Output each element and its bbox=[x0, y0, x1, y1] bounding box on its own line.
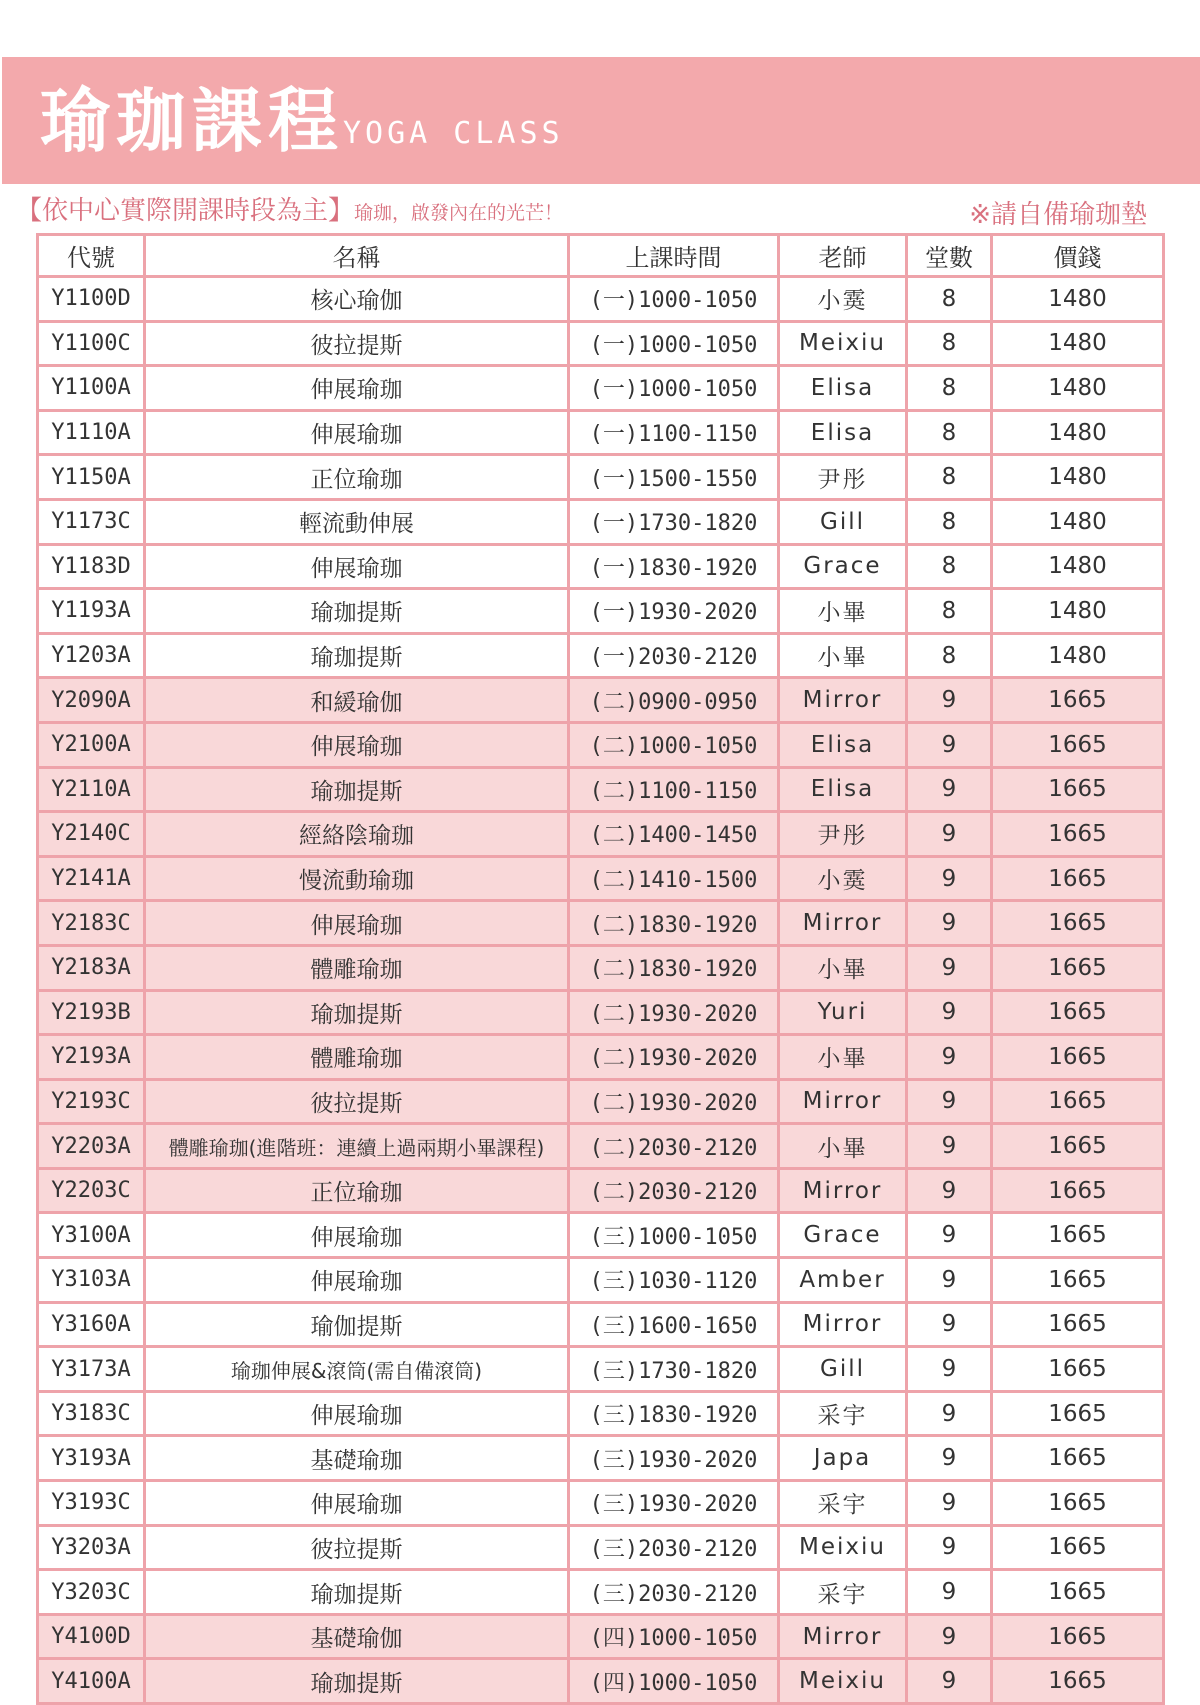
cell-name: 經絡陰瑜珈 bbox=[145, 812, 569, 857]
cell-time: (一)1830-1920 bbox=[569, 544, 779, 589]
cell-name: 正位瑜珈 bbox=[145, 1168, 569, 1213]
cell-code: Y3173A bbox=[38, 1347, 145, 1392]
table-row bbox=[38, 812, 1164, 857]
cell-teacher: Grace bbox=[779, 1213, 907, 1258]
cell-teacher: Meixiu bbox=[779, 321, 907, 366]
cell-name: 瑜珈伸展&滾筒(需自備滾筒) bbox=[145, 1347, 569, 1392]
cell-time: (三)2030-2120 bbox=[569, 1525, 779, 1570]
cell-time: (二)1830-1920 bbox=[569, 901, 779, 946]
cell-sessions: 8 bbox=[907, 589, 992, 634]
table-row bbox=[38, 856, 1164, 901]
cell-sessions: 8 bbox=[907, 321, 992, 366]
cell-price: 1665 bbox=[992, 1258, 1164, 1303]
cell-sessions: 9 bbox=[907, 722, 992, 767]
header-name: 名稱 bbox=[145, 235, 569, 277]
cell-code: Y1100D bbox=[38, 277, 145, 322]
cell-time: (二)0900-0950 bbox=[569, 678, 779, 723]
cell-name: 體雕瑜珈 bbox=[145, 1035, 569, 1080]
cell-code: Y3193A bbox=[38, 1436, 145, 1481]
cell-price: 1665 bbox=[992, 678, 1164, 723]
cell-time: (二)1410-1500 bbox=[569, 856, 779, 901]
cell-code: Y3100A bbox=[38, 1213, 145, 1258]
cell-code: Y2183A bbox=[38, 945, 145, 990]
header-sessions: 堂數 bbox=[907, 235, 992, 277]
cell-teacher: Gill bbox=[779, 1347, 907, 1392]
cell-teacher: 采宇 bbox=[779, 1481, 907, 1526]
table-row bbox=[38, 1079, 1164, 1124]
cell-sessions: 9 bbox=[907, 1124, 992, 1169]
table-header-row bbox=[38, 235, 1164, 277]
cell-name: 瑜珈提斯 bbox=[145, 767, 569, 812]
cell-price: 1665 bbox=[992, 1213, 1164, 1258]
cell-teacher: Elisa bbox=[779, 366, 907, 411]
cell-sessions: 8 bbox=[907, 455, 992, 500]
cell-teacher: Mirror bbox=[779, 1614, 907, 1659]
cell-time: (二)1830-1920 bbox=[569, 945, 779, 990]
cell-code: Y2193C bbox=[38, 1079, 145, 1124]
page-title: 瑜珈課程 bbox=[40, 80, 344, 162]
cell-price: 1480 bbox=[992, 499, 1164, 544]
cell-name: 瑜珈提斯 bbox=[145, 990, 569, 1035]
cell-teacher: Mirror bbox=[779, 1168, 907, 1213]
cell-price: 1480 bbox=[992, 455, 1164, 500]
mat-notice: ※請自備瑜珈墊 bbox=[969, 200, 1147, 230]
cell-sessions: 9 bbox=[907, 678, 992, 723]
cell-name: 伸展瑜珈 bbox=[145, 544, 569, 589]
cell-sessions: 8 bbox=[907, 277, 992, 322]
table-row bbox=[38, 1302, 1164, 1347]
cell-sessions: 9 bbox=[907, 1035, 992, 1080]
cell-price: 1480 bbox=[992, 410, 1164, 455]
cell-sessions: 8 bbox=[907, 366, 992, 411]
cell-code: Y1100A bbox=[38, 366, 145, 411]
cell-code: Y2193B bbox=[38, 990, 145, 1035]
cell-time: (二)2030-2120 bbox=[569, 1124, 779, 1169]
cell-price: 1665 bbox=[992, 722, 1164, 767]
cell-code: Y2203C bbox=[38, 1168, 145, 1213]
table-row bbox=[38, 945, 1164, 990]
cell-code: Y4100A bbox=[38, 1659, 145, 1704]
cell-code: Y1183D bbox=[38, 544, 145, 589]
cell-name: 基礎瑜伽 bbox=[145, 1614, 569, 1659]
cell-name: 體雕瑜珈 bbox=[145, 945, 569, 990]
table-row bbox=[38, 1570, 1164, 1615]
cell-name: 瑜伽提斯 bbox=[145, 1302, 569, 1347]
table-row bbox=[38, 678, 1164, 723]
cell-name: 伸展瑜珈 bbox=[145, 1258, 569, 1303]
cell-name: 伸展瑜珈 bbox=[145, 901, 569, 946]
cell-price: 1665 bbox=[992, 1570, 1164, 1615]
cell-teacher: 小畢 bbox=[779, 1124, 907, 1169]
cell-time: (一)1000-1050 bbox=[569, 366, 779, 411]
cell-time: (一)1000-1050 bbox=[569, 277, 779, 322]
cell-sessions: 9 bbox=[907, 990, 992, 1035]
cell-sessions: 9 bbox=[907, 767, 992, 812]
cell-teacher: Mirror bbox=[779, 901, 907, 946]
cell-time: (一)1500-1550 bbox=[569, 455, 779, 500]
cell-price: 1665 bbox=[992, 945, 1164, 990]
cell-name: 輕流動伸展 bbox=[145, 499, 569, 544]
cell-name: 伸展瑜珈 bbox=[145, 366, 569, 411]
cell-sessions: 9 bbox=[907, 812, 992, 857]
cell-time: (二)1930-2020 bbox=[569, 1035, 779, 1080]
table-row bbox=[38, 277, 1164, 322]
table-row bbox=[38, 1436, 1164, 1481]
cell-price: 1665 bbox=[992, 1659, 1164, 1704]
cell-teacher: 尹彤 bbox=[779, 812, 907, 857]
cell-price: 1665 bbox=[992, 1168, 1164, 1213]
table-row bbox=[38, 633, 1164, 678]
table-row bbox=[38, 1168, 1164, 1213]
cell-sessions: 9 bbox=[907, 1525, 992, 1570]
cell-teacher: Meixiu bbox=[779, 1525, 907, 1570]
cell-name: 伸展瑜珈 bbox=[145, 1391, 569, 1436]
cell-teacher: 小霙 bbox=[779, 856, 907, 901]
cell-sessions: 9 bbox=[907, 1436, 992, 1481]
table-row bbox=[38, 499, 1164, 544]
cell-price: 1480 bbox=[992, 321, 1164, 366]
table-row bbox=[38, 1258, 1164, 1303]
cell-time: (一)1100-1150 bbox=[569, 410, 779, 455]
table-row bbox=[38, 767, 1164, 812]
notice-main: 【依中心實際開課時段為主】 bbox=[16, 196, 355, 226]
cell-time: (三)1600-1650 bbox=[569, 1302, 779, 1347]
cell-price: 1665 bbox=[992, 1302, 1164, 1347]
cell-teacher: Elisa bbox=[779, 410, 907, 455]
cell-name: 和緩瑜伽 bbox=[145, 678, 569, 723]
cell-sessions: 8 bbox=[907, 499, 992, 544]
cell-code: Y3183C bbox=[38, 1391, 145, 1436]
table-row bbox=[38, 1614, 1164, 1659]
cell-price: 1665 bbox=[992, 1525, 1164, 1570]
cell-time: (三)1930-2020 bbox=[569, 1481, 779, 1526]
table-row bbox=[38, 1481, 1164, 1526]
cell-teacher: Mirror bbox=[779, 1302, 907, 1347]
cell-code: Y1150A bbox=[38, 455, 145, 500]
cell-price: 1665 bbox=[992, 812, 1164, 857]
cell-time: (四)1000-1050 bbox=[569, 1659, 779, 1704]
header-code: 代號 bbox=[38, 235, 145, 277]
cell-time: (三)1930-2020 bbox=[569, 1436, 779, 1481]
cell-time: (四)1000-1050 bbox=[569, 1614, 779, 1659]
cell-code: Y2193A bbox=[38, 1035, 145, 1080]
cell-teacher: Amber bbox=[779, 1258, 907, 1303]
cell-time: (二)1000-1050 bbox=[569, 722, 779, 767]
cell-price: 1665 bbox=[992, 856, 1164, 901]
cell-time: (三)1830-1920 bbox=[569, 1391, 779, 1436]
cell-teacher: 采宇 bbox=[779, 1570, 907, 1615]
cell-teacher: Japa bbox=[779, 1436, 907, 1481]
cell-name: 慢流動瑜珈 bbox=[145, 856, 569, 901]
cell-code: Y2110A bbox=[38, 767, 145, 812]
cell-price: 1480 bbox=[992, 544, 1164, 589]
cell-price: 1665 bbox=[992, 1124, 1164, 1169]
cell-name: 瑜珈提斯 bbox=[145, 1570, 569, 1615]
cell-code: Y1110A bbox=[38, 410, 145, 455]
cell-teacher: 小畢 bbox=[779, 1035, 907, 1080]
cell-time: (二)2030-2120 bbox=[569, 1168, 779, 1213]
table-row bbox=[38, 1525, 1164, 1570]
cell-price: 1480 bbox=[992, 633, 1164, 678]
cell-time: (二)1100-1150 bbox=[569, 767, 779, 812]
cell-price: 1480 bbox=[992, 589, 1164, 634]
cell-teacher: Gill bbox=[779, 499, 907, 544]
cell-teacher: Elisa bbox=[779, 767, 907, 812]
cell-name: 瑜珈提斯 bbox=[145, 633, 569, 678]
cell-teacher: Mirror bbox=[779, 678, 907, 723]
cell-sessions: 9 bbox=[907, 1391, 992, 1436]
cell-time: (二)1400-1450 bbox=[569, 812, 779, 857]
cell-code: Y3193C bbox=[38, 1481, 145, 1526]
table-row bbox=[38, 366, 1164, 411]
page-subtitle: YOGA CLASS bbox=[343, 116, 564, 151]
cell-sessions: 9 bbox=[907, 1168, 992, 1213]
cell-price: 1480 bbox=[992, 277, 1164, 322]
cell-price: 1665 bbox=[992, 901, 1164, 946]
cell-name: 伸展瑜珈 bbox=[145, 410, 569, 455]
header-teacher: 老師 bbox=[779, 235, 907, 277]
cell-name: 基礎瑜珈 bbox=[145, 1436, 569, 1481]
cell-teacher: Meixiu bbox=[779, 1659, 907, 1704]
cell-time: (二)1930-2020 bbox=[569, 1079, 779, 1124]
cell-code: Y1173C bbox=[38, 499, 145, 544]
cell-price: 1665 bbox=[992, 1614, 1164, 1659]
cell-name: 核心瑜伽 bbox=[145, 277, 569, 322]
cell-code: Y2203A bbox=[38, 1124, 145, 1169]
cell-code: Y3160A bbox=[38, 1302, 145, 1347]
cell-name: 伸展瑜珈 bbox=[145, 1213, 569, 1258]
schedule-notice bbox=[16, 193, 563, 232]
cell-name: 瑜珈提斯 bbox=[145, 589, 569, 634]
cell-time: (三)1000-1050 bbox=[569, 1213, 779, 1258]
cell-time: (二)1930-2020 bbox=[569, 990, 779, 1035]
cell-sessions: 9 bbox=[907, 1347, 992, 1392]
table-row bbox=[38, 990, 1164, 1035]
cell-teacher: 小畢 bbox=[779, 589, 907, 634]
cell-time: (一)1930-2020 bbox=[569, 589, 779, 634]
table-row bbox=[38, 1347, 1164, 1392]
cell-code: Y2090A bbox=[38, 678, 145, 723]
cell-price: 1665 bbox=[992, 1391, 1164, 1436]
cell-sessions: 9 bbox=[907, 856, 992, 901]
table-row bbox=[38, 1035, 1164, 1080]
cell-name: 伸展瑜珈 bbox=[145, 1481, 569, 1526]
cell-teacher: Yuri bbox=[779, 990, 907, 1035]
cell-time: (三)1730-1820 bbox=[569, 1347, 779, 1392]
cell-sessions: 9 bbox=[907, 945, 992, 990]
cell-sessions: 9 bbox=[907, 1614, 992, 1659]
cell-sessions: 9 bbox=[907, 1481, 992, 1526]
cell-price: 1665 bbox=[992, 767, 1164, 812]
table-row bbox=[38, 722, 1164, 767]
cell-code: Y2140C bbox=[38, 812, 145, 857]
class-schedule-table bbox=[36, 233, 1165, 1705]
cell-name: 瑜珈提斯 bbox=[145, 1659, 569, 1704]
header-time: 上課時間 bbox=[569, 235, 779, 277]
cell-name: 體雕瑜珈(進階班：連續上過兩期小畢課程) bbox=[145, 1124, 569, 1169]
cell-sessions: 9 bbox=[907, 1258, 992, 1303]
cell-code: Y4100D bbox=[38, 1614, 145, 1659]
table-row bbox=[38, 321, 1164, 366]
cell-name: 伸展瑜珈 bbox=[145, 722, 569, 767]
cell-time: (一)1730-1820 bbox=[569, 499, 779, 544]
cell-sessions: 9 bbox=[907, 1659, 992, 1704]
cell-teacher: 小霙 bbox=[779, 277, 907, 322]
cell-time: (三)1030-1120 bbox=[569, 1258, 779, 1303]
cell-price: 1665 bbox=[992, 1079, 1164, 1124]
cell-teacher: Mirror bbox=[779, 1079, 907, 1124]
notice-slogan: 瑜珈，啟發內在的光芒！ bbox=[354, 202, 564, 224]
cell-sessions: 8 bbox=[907, 544, 992, 589]
cell-sessions: 9 bbox=[907, 1570, 992, 1615]
cell-sessions: 9 bbox=[907, 1079, 992, 1124]
table-row bbox=[38, 544, 1164, 589]
cell-code: Y3203A bbox=[38, 1525, 145, 1570]
cell-code: Y3203C bbox=[38, 1570, 145, 1615]
cell-price: 1665 bbox=[992, 1436, 1164, 1481]
cell-name: 彼拉提斯 bbox=[145, 1079, 569, 1124]
header-price: 價錢 bbox=[992, 235, 1164, 277]
cell-time: (一)1000-1050 bbox=[569, 321, 779, 366]
table-row bbox=[38, 1213, 1164, 1258]
cell-teacher: Grace bbox=[779, 544, 907, 589]
cell-code: Y1193A bbox=[38, 589, 145, 634]
cell-time: (一)2030-2120 bbox=[569, 633, 779, 678]
cell-code: Y1100C bbox=[38, 321, 145, 366]
cell-teacher: 小畢 bbox=[779, 633, 907, 678]
table-row bbox=[38, 455, 1164, 500]
cell-sessions: 8 bbox=[907, 633, 992, 678]
cell-name: 彼拉提斯 bbox=[145, 1525, 569, 1570]
cell-teacher: Elisa bbox=[779, 722, 907, 767]
cell-code: Y2141A bbox=[38, 856, 145, 901]
cell-price: 1665 bbox=[992, 1347, 1164, 1392]
cell-name: 彼拉提斯 bbox=[145, 321, 569, 366]
table-row bbox=[38, 589, 1164, 634]
cell-teacher: 采宇 bbox=[779, 1391, 907, 1436]
cell-code: Y3103A bbox=[38, 1258, 145, 1303]
cell-price: 1665 bbox=[992, 1481, 1164, 1526]
cell-code: Y1203A bbox=[38, 633, 145, 678]
cell-teacher: 尹彤 bbox=[779, 455, 907, 500]
cell-code: Y2183C bbox=[38, 901, 145, 946]
cell-teacher: 小畢 bbox=[779, 945, 907, 990]
table-body bbox=[38, 277, 1164, 1704]
cell-name: 正位瑜珈 bbox=[145, 455, 569, 500]
cell-sessions: 9 bbox=[907, 901, 992, 946]
table-row bbox=[38, 410, 1164, 455]
cell-sessions: 9 bbox=[907, 1302, 992, 1347]
table-row bbox=[38, 1124, 1164, 1169]
cell-code: Y2100A bbox=[38, 722, 145, 767]
cell-sessions: 9 bbox=[907, 1213, 992, 1258]
table-row bbox=[38, 1391, 1164, 1436]
cell-sessions: 8 bbox=[907, 410, 992, 455]
cell-price: 1665 bbox=[992, 990, 1164, 1035]
cell-price: 1665 bbox=[992, 1035, 1164, 1080]
table-row bbox=[38, 901, 1164, 946]
cell-time: (三)2030-2120 bbox=[569, 1570, 779, 1615]
cell-price: 1480 bbox=[992, 366, 1164, 411]
